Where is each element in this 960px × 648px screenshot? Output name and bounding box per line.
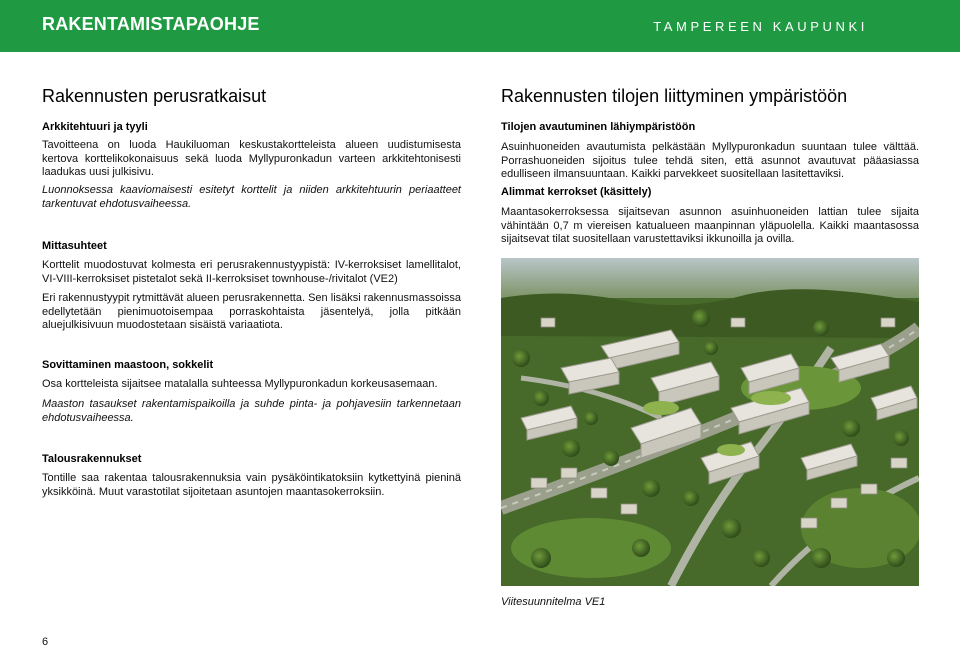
image-caption: Viitesuunnitelma VE1 <box>501 596 606 608</box>
aerial-plan-image <box>501 258 919 586</box>
section-title-openings: Tilojen avautuminen lähiympäristöön <box>501 121 696 133</box>
section-title-lower-floors: Alimmat kerrokset (käsittely) <box>501 186 652 198</box>
paragraph-architecture-note: Luonnoksessa kaaviomaisesti esitetyt korttelit ja niiden arkkitehtuurin periaatteet tarkentuvat ehdotusvaiheessa. <box>42 184 461 210</box>
aerial-plan-illustration <box>501 258 919 586</box>
section-title-outbuildings: Talousrakennukset <box>42 453 142 465</box>
paragraph-terrain-note: Maaston tasaukset rakentamispaikoilla ja suhde pinta- ja pohjavesiin tarkennetaan ehdotusvaiheessa. <box>42 398 461 424</box>
paragraph-outbuildings: Tontille saa rakentaa talousrakennuksia vain pysäköintikatoksiin kytkettyinä pieninä yksikköinä. Muut varastotilat sijoitetaan asuntojen maantasokerroksiin. <box>42 472 461 498</box>
paragraph-architecture-goal: Tavoitteena on luoda Haukiluoman keskustakortteleista alueen uudistumisesta kertova korttelikokonaisuus sekä luoda Myllypuronkadun varteen arkkitehtonisesti laadukas uusi julkisivu. <box>42 139 461 178</box>
paragraph-lower-floors: Maantasokerroksessa sijaitsevan asunnon asuinhuoneiden lattian tulee sijaita vähintään 0,7 m viereisen katualueen maanpinnan yläpuolella. Kaikki maantasossa sijaitsevat tilat suositellaan varustettaviksi ikkunoilla ja ovilla. <box>501 206 919 245</box>
paragraph-rhythm: Eri rakennustyypit rytmittävät alueen perusrakennetta. Sen lisäksi rakennusmassoissa edellytetään pienimuotoisempaa porraskohtaista jäsentelyä, jolla pitkään aluejulkisivuun muodostetaan sisäistä variaatiota. <box>42 292 461 331</box>
left-heading: Rakennusten perusratkaisut <box>42 86 267 106</box>
section-title-architecture: Arkkitehtuuri ja tyyli <box>42 121 148 133</box>
header-bar <box>0 0 960 52</box>
city-name: TAMPEREEN KAUPUNKI <box>653 19 868 34</box>
paragraph-building-types: Korttelit muodostuvat kolmesta eri perusrakennustyypistä: IV-kerroksiset lamellitalot, VI-VIII-kerroksiset pistetalot sekä II-kerroksiset townhouse-/rivitalot (VE2) <box>42 259 461 285</box>
paragraph-terrain-level: Osa kortteleista sijaitsee matalalla suhteessa Myllypuronkadun korkeusasemaan. <box>42 378 438 390</box>
section-title-terrain: Sovittaminen maastoon, sokkelit <box>42 359 214 371</box>
document-title: RAKENTAMISTAPAOHJE <box>42 14 260 34</box>
right-heading: Rakennusten tilojen liittyminen ympäristöön <box>501 86 848 106</box>
page-number: 6 <box>42 636 49 648</box>
paragraph-openings: Asuinhuoneiden avautumista pelkästään Myllypuronkadun suuntaan tulee välttää. Porrashuoneiden sijoitus tulee tehdä siten, että asunnot avautuvat pääasiassa edulliseen ilmansuuntaan. Kaikki parvekkeet suositellaan lasitettaviksi. <box>501 141 919 180</box>
section-title-proportions: Mittasuhteet <box>42 240 107 252</box>
